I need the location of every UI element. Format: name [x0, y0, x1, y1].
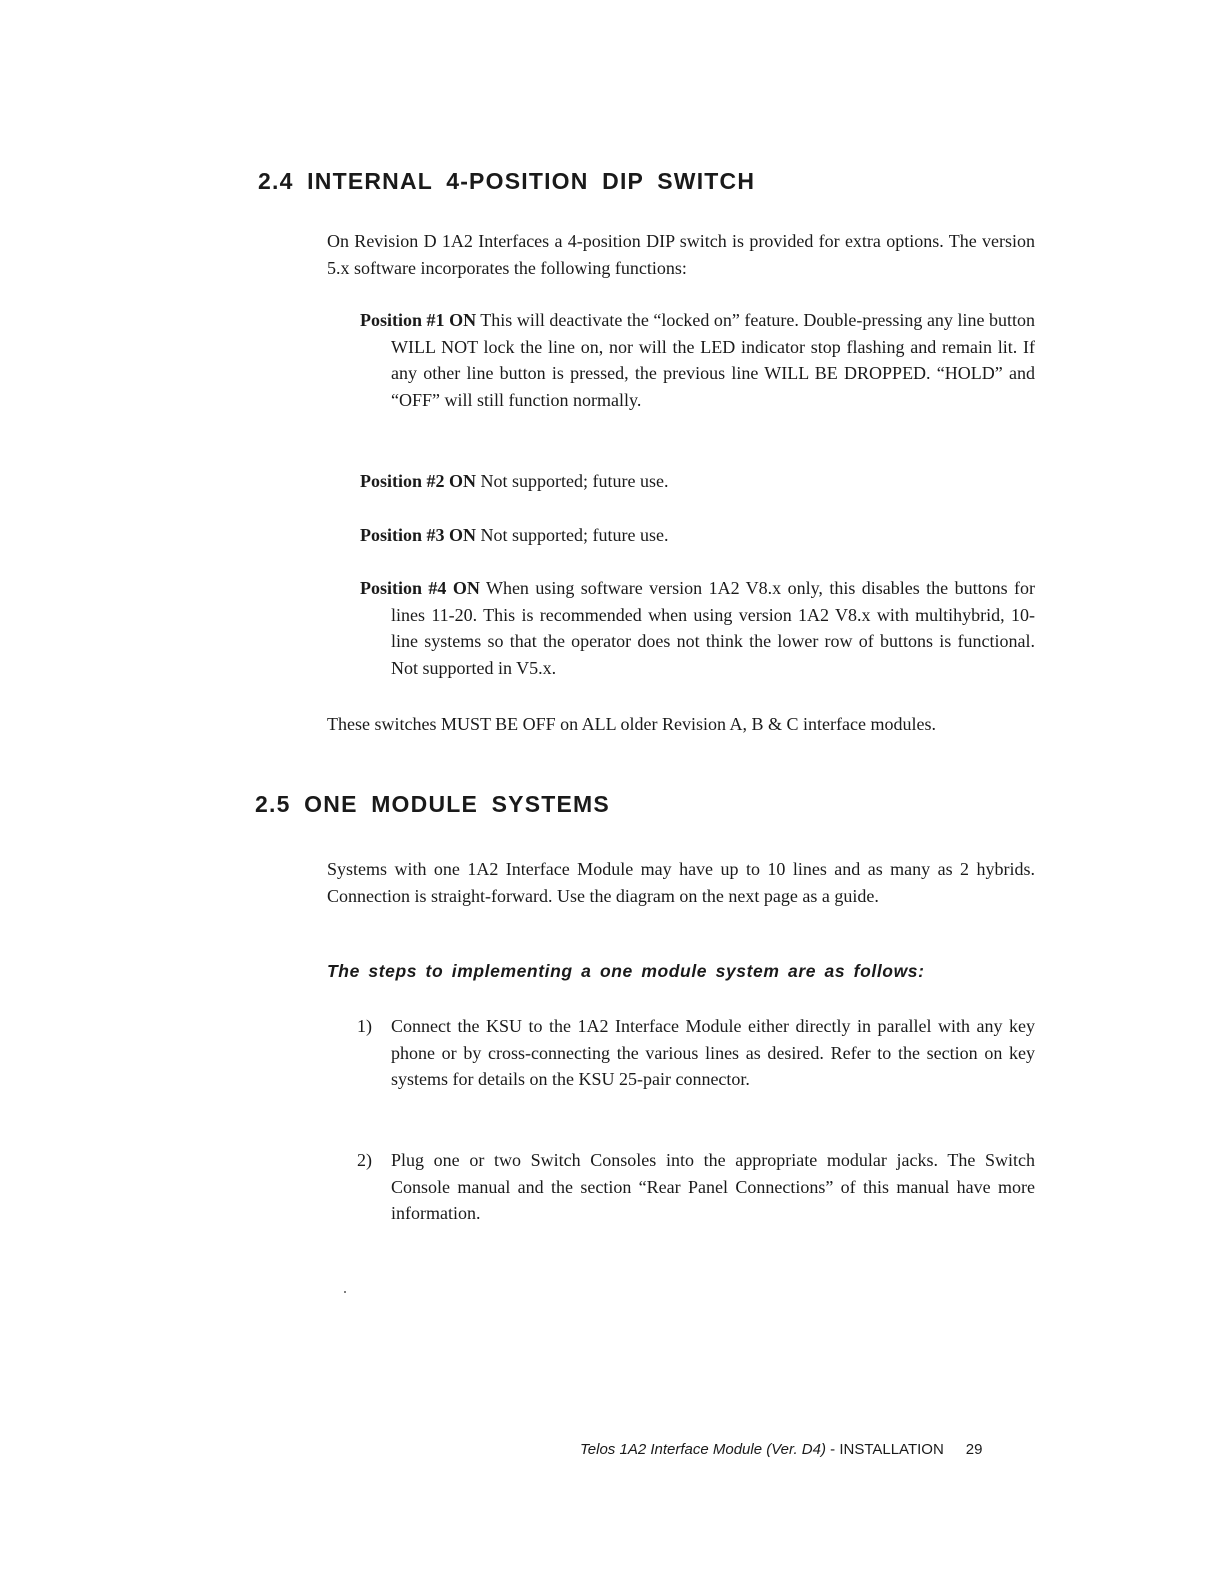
- section-2-5-intro: Systems with one 1A2 Interface Module may have up to 10 lines and as many as 2 hybrids. Connection is straight-forward. Use the diagram on the next page as a guide.: [327, 859, 1035, 906]
- position-1-item: [360, 307, 1035, 413]
- step-1-number: 1): [357, 1016, 372, 1036]
- position-3-text: Not supported; future use.: [476, 525, 669, 545]
- section-2-5-heading: 2.5 ONE MODULE SYSTEMS: [255, 791, 610, 817]
- position-3-label: Position #3 ON: [360, 525, 477, 545]
- steps-intro: The steps to implementing a one module system are as follows:: [327, 961, 925, 981]
- step-1: [357, 1013, 1035, 1093]
- revision-note: These switches MUST BE OFF on ALL older Revision A, B & C interface modules.: [327, 714, 936, 734]
- footer-title: Telos 1A2 Interface Module (Ver. D4): [580, 1441, 826, 1458]
- section-2-4-heading: 2.4 INTERNAL 4-POSITION DIP SWITCH: [258, 168, 756, 194]
- step-2-text: Plug one or two Switch Consoles into the appropriate modular jacks. The Switch Console manual and the section “Rear Panel Connections” of this manual have more information.: [391, 1150, 1035, 1223]
- page-footer: [580, 1441, 982, 1458]
- section-2-4-intro: On Revision D 1A2 Interfaces a 4-position DIP switch is provided for extra options. The version 5.x software incorporates the following functions:: [327, 231, 1035, 278]
- position-2-text: Not supported; future use.: [476, 471, 669, 491]
- position-4-item: [360, 575, 1035, 681]
- footer-section: INSTALLATION: [839, 1441, 944, 1458]
- position-1-label: Position #1 ON: [360, 310, 477, 330]
- step-2-number: 2): [357, 1150, 372, 1170]
- position-3-item: [360, 522, 668, 549]
- position-1-text: This will deactivate the “locked on” feature. Double-pressing any line button WILL NOT lock the line on, nor will the LED indicator stop flashing and remain lit. If any other line button is pressed, the previous line WILL BE DROPPED. “HOLD” and “OFF” will still function normally.: [391, 310, 1035, 410]
- page-number: 29: [965, 1441, 983, 1458]
- position-4-text: When using software version 1A2 V8.x only, this disables the buttons for lines 11-20. This is recommended when using version 1A2 V8.x with multihybrid, 10-line systems so that the operator does not think the lower row of buttons is functional. Not supported in V5.x.: [391, 578, 1036, 678]
- step-1-text: Connect the KSU to the 1A2 Interface Module either directly in parallel with any key phone or by cross-connecting the various lines as desired. Refer to the section on key systems for details on the KSU 25-pair connector.: [391, 1016, 1035, 1089]
- position-2-item: [360, 468, 668, 495]
- position-2-label: Position #2 ON: [360, 471, 477, 491]
- stray-mark: [344, 1291, 346, 1293]
- position-4-label: Position #4 ON: [360, 578, 480, 598]
- footer-separator: -: [825, 1441, 840, 1458]
- step-2: [357, 1147, 1035, 1227]
